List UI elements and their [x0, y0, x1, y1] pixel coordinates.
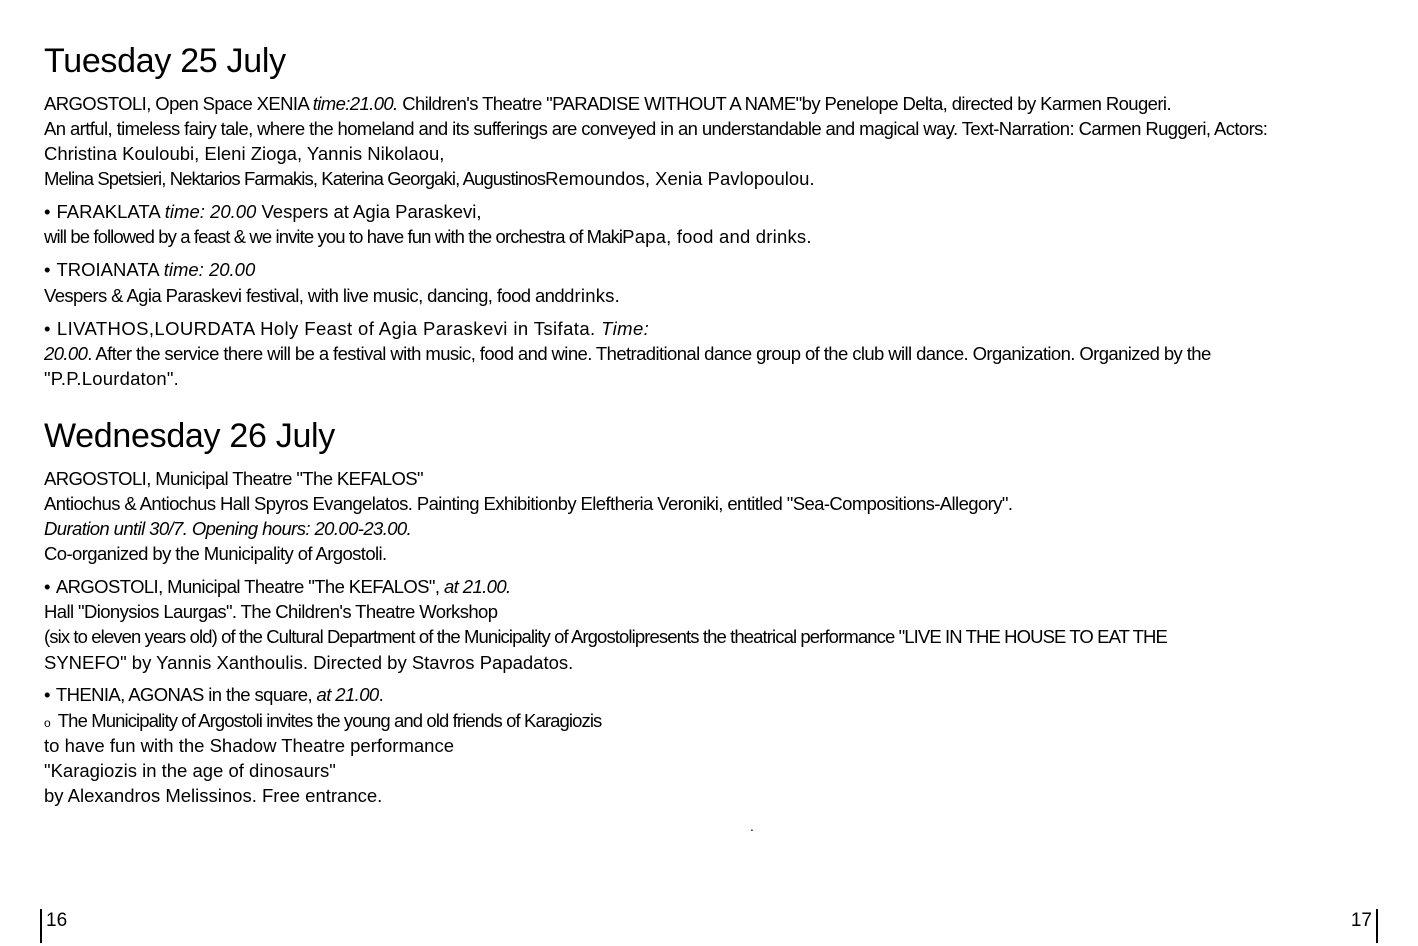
event-kefalos-exhibition-line3: Duration until 30/7. Opening hours: 20.00-23.00.: [44, 518, 412, 539]
event-thenia-line2: o The Municipality of Argostoli invites the young and old friends of Karagiozis: [44, 710, 602, 731]
event-kefalos-theatre-line3: (six to eleven years old) of the Cultural Department of the Municipality of Argostolipresents the theatrical performance "LIVE IN THE HOUSE TO EAT THE: [44, 626, 1167, 647]
day-heading-tuesday: Tuesday 25 July: [44, 42, 286, 80]
event-thenia-line1: • THENIA, AGONAS in the square, at 21.00.: [44, 684, 384, 705]
event-faraklata-line2: will be followed by a feast & we invite you to have fun with the orchestra of MakiPapa, food and drinks.: [44, 226, 812, 247]
event-kefalos-theatre-line2: Hall "Dionysios Laurgas". The Children's Theatre Workshop: [44, 601, 498, 622]
event-argostoli-xenia-line3: Christina Kouloubi, Eleni Zioga, Yannis Nikolaou,: [44, 143, 445, 164]
event-thenia-line5: by Alexandros Melissinos. Free entrance.: [44, 785, 383, 806]
center-dot: .: [750, 818, 754, 834]
event-livathos-line2: 20.00. After the service there will be a festival with music, food and wine. Thetraditional dance group of the club will dance. Organization. Organized by the: [44, 343, 1211, 364]
event-troianata-line1: • TROIANATA time: 20.00: [44, 259, 256, 280]
event-livathos-line3: "P.P.Lourdaton".: [44, 368, 179, 389]
event-faraklata-line1: • FARAKLATA time: 20.00 Vespers at Agia Paraskevi,: [44, 201, 482, 222]
event-argostoli-xenia-line2: An artful, timeless fairy tale, where the homeland and its sufferings are conveyed in an understandable and magical way. Text-Narration: Carmen Ruggeri, Actors:: [44, 118, 1268, 139]
event-kefalos-theatre-line4: SYNEFO" by Yannis Xanthoulis. Directed by Stavros Papadatos.: [44, 652, 574, 673]
event-livathos-line1: • LIVATHOS,LOURDATA Holy Feast of Agia Paraskevi in Tsifata. Time:: [44, 318, 650, 339]
event-thenia-line3: to have fun with the Shadow Theatre performance: [44, 735, 454, 756]
event-kefalos-exhibition-line1: ARGOSTOLI, Municipal Theatre "The KEFALOS": [44, 468, 424, 489]
page-number-right: 17: [1351, 909, 1378, 943]
day-heading-wednesday: Wednesday 26 July: [44, 417, 336, 455]
event-troianata-line2: Vespers & Agia Paraskevi festival, with live music, dancing, food anddrinks.: [44, 285, 620, 306]
event-thenia-line4: "Karagiozis in the age of dinosaurs": [44, 760, 336, 781]
event-argostoli-xenia-line1: ARGOSTOLI, Open Space XENIA time:21.00. Children's Theatre "PARADISE WITHOUT A NAME"by Penelope Delta, directed by Karmen Rougeri.: [44, 93, 1171, 114]
event-argostoli-xenia-line4: Melina Spetsieri, Nektarios Farmakis, Katerina Georgaki, AugustinosRemoundos, Xenia Pavlopoulou.: [44, 168, 815, 189]
page-number-left: 16: [40, 909, 67, 943]
event-kefalos-theatre-line1: • ARGOSTOLI, Municipal Theatre "The KEFALOS", at 21.00.: [44, 576, 511, 597]
event-kefalos-exhibition-line2: Antiochus & Antiochus Hall Spyros Evangelatos. Painting Exhibitionby Eleftheria Veroniki, entitled "Sea-Compositions-Allegory".: [44, 493, 1013, 514]
event-kefalos-exhibition-line4: Co-organized by the Municipality of Argostoli.: [44, 543, 387, 564]
